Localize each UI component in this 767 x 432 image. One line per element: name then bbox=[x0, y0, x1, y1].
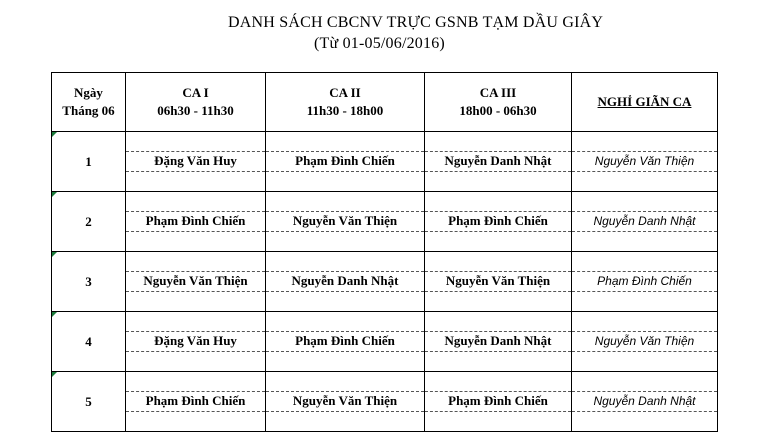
dashed-rule bbox=[266, 291, 424, 292]
shift-1-cell bbox=[126, 132, 266, 192]
shift-3-staff-name: Phạm Đình Chiến bbox=[448, 393, 548, 408]
dashed-rule bbox=[126, 351, 265, 352]
break-staff-name: Nguyễn Danh Nhật bbox=[593, 394, 696, 408]
shift-3-staff-name: Nguyễn Văn Thiện bbox=[445, 273, 551, 288]
dashed-rule bbox=[572, 291, 717, 292]
shift-3-cell bbox=[425, 312, 572, 372]
header-shift-3 bbox=[425, 73, 572, 132]
header-shift-2-time: 11h30 - 18h00 bbox=[306, 103, 384, 118]
dashed-rule bbox=[126, 231, 265, 232]
shift-2-staff-name: Phạm Đình Chiến bbox=[295, 153, 395, 168]
dashed-rule bbox=[126, 171, 265, 172]
shift-3-cell bbox=[425, 132, 572, 192]
header-shift-2 bbox=[266, 73, 425, 132]
header-break-label: NGHỈ GIÃN CA bbox=[597, 94, 692, 109]
dashed-rule bbox=[572, 231, 717, 232]
dashed-rule bbox=[425, 351, 571, 352]
header-day-line1: Ngày bbox=[74, 85, 103, 100]
break-cell bbox=[572, 132, 718, 192]
dashed-rule bbox=[425, 171, 571, 172]
shift-1-staff-name: Phạm Đình Chiến bbox=[145, 213, 246, 228]
shift-3-cell bbox=[425, 372, 572, 432]
shift-1-staff-name: Nguyễn Văn Thiện bbox=[143, 273, 248, 288]
cell-comment-marker bbox=[52, 192, 57, 197]
shift-1-cell bbox=[126, 372, 266, 432]
dashed-rule bbox=[425, 291, 571, 292]
shift-2-cell bbox=[266, 132, 425, 192]
break-cell bbox=[572, 312, 718, 372]
day-cell bbox=[52, 192, 126, 252]
day-cell bbox=[52, 312, 126, 372]
shift-1-cell bbox=[126, 192, 266, 252]
dashed-rule bbox=[266, 411, 424, 412]
break-cell bbox=[572, 252, 718, 312]
shift-3-staff-name: Nguyễn Danh Nhật bbox=[444, 333, 552, 348]
break-staff-name: Nguyễn Văn Thiện bbox=[594, 334, 695, 348]
cell-comment-marker bbox=[52, 132, 57, 137]
break-staff-name: Nguyễn Danh Nhật bbox=[593, 214, 696, 228]
header-shift-1-time: 06h30 - 11h30 bbox=[157, 103, 234, 118]
header-day-line2: Tháng 06 bbox=[62, 103, 115, 118]
break-staff-name: Nguyễn Văn Thiện bbox=[594, 154, 695, 168]
shift-3-cell bbox=[425, 192, 572, 252]
dashed-rule bbox=[572, 171, 717, 172]
header-shift-1 bbox=[126, 73, 266, 132]
document-subtitle: (Từ 01-05/06/2016) bbox=[314, 35, 445, 52]
dashed-rule bbox=[572, 411, 717, 412]
table-row bbox=[52, 252, 718, 312]
header-shift-1-name: CA I bbox=[182, 85, 209, 100]
shift-1-staff-name: Phạm Đình Chiến bbox=[145, 393, 246, 408]
cell-comment-marker bbox=[52, 312, 57, 317]
dashed-rule bbox=[266, 171, 424, 172]
shift-2-cell bbox=[266, 192, 425, 252]
day-number: 2 bbox=[85, 213, 92, 229]
break-cell bbox=[572, 192, 718, 252]
day-number: 3 bbox=[85, 273, 92, 289]
shift-1-cell bbox=[126, 312, 266, 372]
day-number: 1 bbox=[85, 153, 92, 169]
shift-2-staff-name: Nguyễn Danh Nhật bbox=[291, 273, 399, 288]
table-row bbox=[52, 132, 718, 192]
shift-2-staff-name: Nguyễn Văn Thiện bbox=[292, 393, 398, 408]
break-cell bbox=[572, 372, 718, 432]
document-title: DANH SÁCH CBCNV TRỰC GSNB TẠM DẦU GIÂY bbox=[228, 14, 604, 31]
shift-1-cell bbox=[126, 252, 266, 312]
dashed-rule bbox=[266, 231, 424, 232]
dashed-rule bbox=[126, 291, 265, 292]
shift-1-staff-name: Đặng Văn Huy bbox=[154, 153, 237, 168]
shift-3-staff-name: Nguyễn Danh Nhật bbox=[444, 153, 552, 168]
shift-2-cell bbox=[266, 252, 425, 312]
header-shift-3-name: CA III bbox=[479, 85, 517, 100]
dashed-rule bbox=[126, 411, 265, 412]
shift-2-staff-name: Phạm Đình Chiến bbox=[295, 333, 395, 348]
day-cell bbox=[52, 252, 126, 312]
shift-1-staff-name: Đặng Văn Huy bbox=[154, 333, 237, 348]
cell-comment-marker bbox=[52, 252, 57, 257]
day-cell bbox=[52, 132, 126, 192]
shift-2-cell bbox=[266, 312, 425, 372]
table-row bbox=[52, 192, 718, 252]
shift-2-cell bbox=[266, 372, 425, 432]
header-shift-2-name: CA II bbox=[329, 85, 361, 100]
shift-3-staff-name: Phạm Đình Chiến bbox=[448, 213, 548, 228]
duty-roster-table bbox=[51, 72, 718, 432]
header-break bbox=[572, 73, 718, 132]
dashed-rule bbox=[425, 231, 571, 232]
dashed-rule bbox=[266, 351, 424, 352]
table-row bbox=[52, 312, 718, 372]
table-header-row bbox=[52, 73, 718, 132]
day-cell bbox=[52, 372, 126, 432]
dashed-rule bbox=[572, 351, 717, 352]
cell-comment-marker bbox=[52, 372, 57, 377]
day-number: 5 bbox=[85, 393, 92, 409]
day-number: 4 bbox=[85, 333, 92, 349]
shift-3-cell bbox=[425, 252, 572, 312]
table-row bbox=[52, 372, 718, 432]
break-staff-name: Phạm Đình Chiến bbox=[597, 274, 692, 288]
shift-2-staff-name: Nguyễn Văn Thiện bbox=[292, 213, 398, 228]
header-shift-3-time: 18h00 - 06h30 bbox=[459, 103, 537, 118]
header-day bbox=[52, 73, 126, 132]
dashed-rule bbox=[425, 411, 571, 412]
